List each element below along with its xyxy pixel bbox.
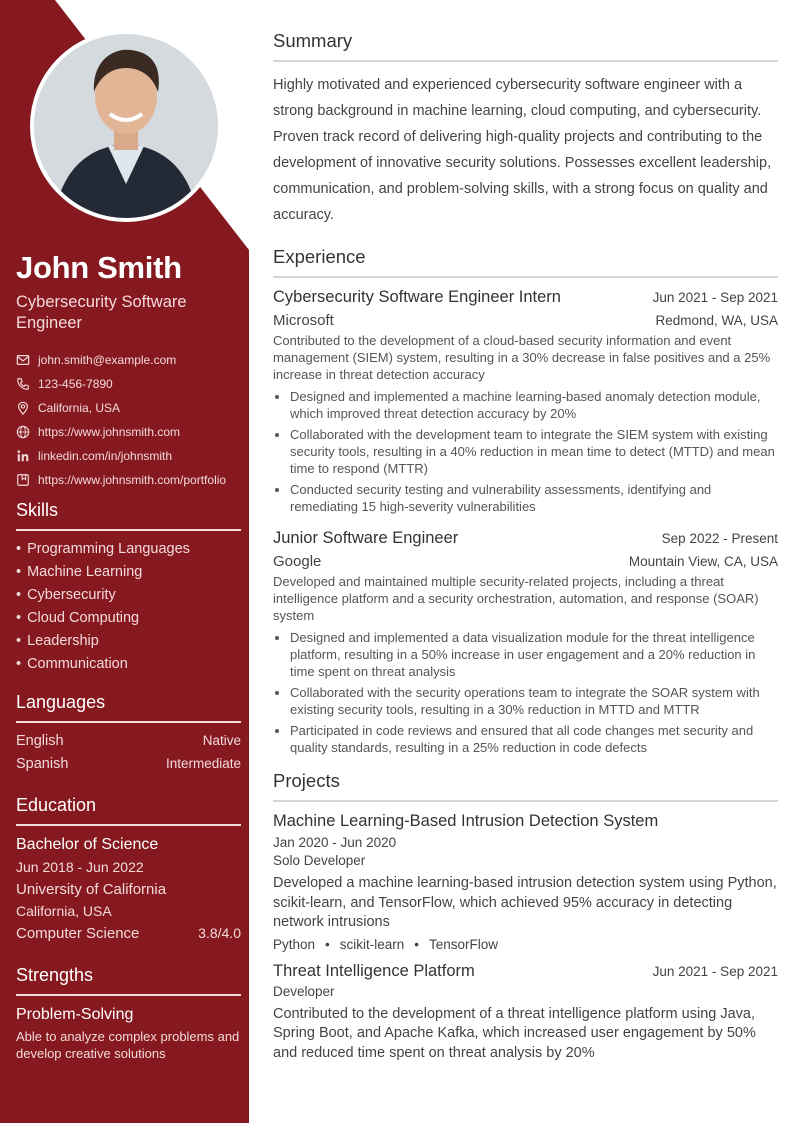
project-role: Solo Developer — [273, 853, 366, 868]
project-tag: Python — [273, 936, 316, 952]
avatar — [34, 34, 218, 218]
project-dates: Jan 2020 - Jun 2020 — [273, 835, 397, 850]
project-description: Contributed to the development of a threat intelligence platform using Java, Spring Boot, and Apache Kafka, which increased user engagement by 50% and reduced time spent on threat analysis by 20% — [273, 1005, 756, 1061]
skill-item: • Cloud Computing — [16, 610, 241, 633]
strengths-title: Strengths — [16, 965, 241, 996]
job-title: Cybersecurity Software Engineer Intern — [273, 288, 561, 306]
job-dates: Sep 2022 - Present — [661, 531, 778, 546]
projects-title: Projects — [273, 770, 778, 802]
skills-section — [16, 500, 241, 679]
project-entry — [273, 812, 778, 952]
contact-location — [16, 396, 244, 420]
job-entry — [273, 529, 778, 756]
email-icon — [16, 353, 30, 367]
portfolio-icon — [16, 473, 30, 487]
job-bullets — [273, 388, 778, 515]
contact-email[interactable] — [16, 348, 244, 372]
job-bullet: • Designed and implemented a machine learning-based anomaly detection module, which improved threat detection accuracy by 20% — [290, 388, 778, 422]
skill-item: • Cybersecurity — [16, 587, 241, 610]
summary-section — [273, 30, 778, 228]
languages-title: Languages — [16, 692, 241, 723]
candidate-title: Cybersecurity Software Engineer — [16, 293, 187, 332]
skills-title: Skills — [16, 500, 241, 531]
skill-item: • Machine Learning — [16, 564, 241, 587]
skill-item: • Leadership — [16, 633, 241, 656]
job-company: Microsoft — [273, 312, 334, 329]
education-gpa: 3.8/4.0 — [198, 925, 241, 941]
job-location: Mountain View, CA, USA — [628, 554, 778, 569]
job-bullet: • Designed and implemented a data visualization module for the threat intelligence platform, resulting in a 50% increase in user engagement and a 20% reduction in time spent on threat analysis — [290, 629, 778, 680]
skills-list — [16, 541, 241, 679]
job-description: Contributed to the development of a cloud-based security information and event management (SIEM) system, resulting in a 30% decrease in false positives and a 25% increase in threat detection accuracy — [273, 333, 771, 382]
education-field-row — [16, 925, 241, 947]
contact-email-text: john.smith@example.com — [38, 353, 177, 367]
education-degree: Bachelor of Science — [16, 836, 159, 853]
sidebar — [0, 0, 249, 1123]
contact-phone[interactable] — [16, 372, 244, 396]
main-content — [273, 30, 778, 1073]
candidate-name: John Smith — [16, 250, 182, 285]
contact-linkedin[interactable] — [16, 444, 244, 468]
language-item — [16, 733, 241, 756]
contact-location-text: California, USA — [38, 401, 121, 415]
contact-portfolio[interactable] — [16, 468, 244, 492]
project-title: Machine Learning-Based Intrusion Detection System — [273, 812, 659, 830]
languages-section — [16, 692, 241, 779]
job-company: Google — [273, 553, 322, 570]
project-tags — [273, 937, 778, 952]
job-bullet: • Collaborated with the development team to integrate the SIEM system with existing security tools, resulting in a 40% reduction in mean time to detect (MTTD) and mean time to respond (MTTR) — [290, 426, 778, 477]
project-role: Developer — [273, 983, 335, 999]
experience-section — [273, 246, 778, 756]
language-item — [16, 756, 241, 779]
project-description: Developed a machine learning-based intrusion detection system using Python, scikit-learn, and TensorFlow, which achieved 95% accuracy in detecting network intrusions — [273, 875, 777, 930]
strengths-section — [16, 965, 241, 1062]
contact-linkedin-text: linkedin.com/in/johnsmith — [38, 449, 173, 463]
language-name: Spanish — [16, 756, 69, 772]
job-title: Junior Software Engineer — [273, 529, 459, 547]
skill-item: • Communication — [16, 656, 241, 679]
strength-description: Able to analyze complex problems and develop creative solutions — [16, 1029, 240, 1061]
contact-website[interactable] — [16, 420, 244, 444]
contact-portfolio-text: https://www.johnsmith.com/portfolio — [38, 473, 227, 487]
project-tag: • scikit-learn — [315, 937, 404, 952]
phone-icon — [16, 377, 30, 391]
strength-name: Problem-Solving — [16, 1006, 134, 1023]
projects-section — [273, 770, 778, 1063]
globe-icon — [16, 425, 30, 439]
job-bullets — [273, 629, 778, 756]
language-level: Intermediate — [165, 756, 241, 771]
skill-item: • Programming Languages — [16, 541, 241, 564]
job-dates: Jun 2021 - Sep 2021 — [652, 290, 778, 305]
project-tag: • TensorFlow — [404, 937, 498, 952]
education-school: University of California — [16, 881, 167, 898]
summary-text: Highly motivated and experienced cybersecurity software engineer with a strong background in machine learning, cloud computing, and cybersecurity. Proven track record of delivering high-quality projects and contributing to the development of innovative security solutions. Possesses excellent leadership, communication, and problem-solving skills, with a strong focus on quality and accuracy. — [273, 77, 772, 223]
profile-photo — [30, 30, 222, 222]
project-dates: Jun 2021 - Sep 2021 — [652, 963, 778, 979]
job-bullet: • Collaborated with the security operations team to integrate the SOAR system with existing security tools, resulting in a 30% reduction in MTTD and MTTR — [290, 684, 778, 718]
contact-website-text: https://www.johnsmith.com — [38, 425, 181, 439]
linkedin-icon — [16, 449, 30, 463]
experience-title: Experience — [273, 246, 778, 278]
contact-list — [16, 348, 244, 492]
project-title: Threat Intelligence Platform — [273, 961, 475, 980]
education-title: Education — [16, 795, 241, 826]
education-location: California, USA — [16, 903, 112, 919]
summary-title: Summary — [273, 30, 778, 62]
project-entry — [273, 962, 778, 1064]
job-bullet: • Conducted security testing and vulnerability assessments, identifying and remediating 15 high-severity vulnerabilities — [290, 481, 778, 515]
job-description: Developed and maintained multiple security-related projects, including a threat intelligence platform and a security orchestration, automation, and response (SOAR) system — [273, 574, 759, 623]
location-icon — [16, 401, 30, 415]
education-field: Computer Science — [16, 925, 140, 942]
language-level: Native — [202, 733, 241, 748]
job-bullet: • Participated in code reviews and ensured that all code changes met security and quality standards, resulting in a 25% reduction in code defects — [290, 722, 778, 756]
education-dates: Jun 2018 - Jun 2022 — [16, 859, 144, 875]
education-section — [16, 795, 241, 947]
language-name: English — [16, 733, 64, 749]
contact-phone-text: 123-456-7890 — [38, 377, 113, 391]
job-location: Redmond, WA, USA — [655, 313, 778, 328]
job-entry — [273, 288, 778, 515]
